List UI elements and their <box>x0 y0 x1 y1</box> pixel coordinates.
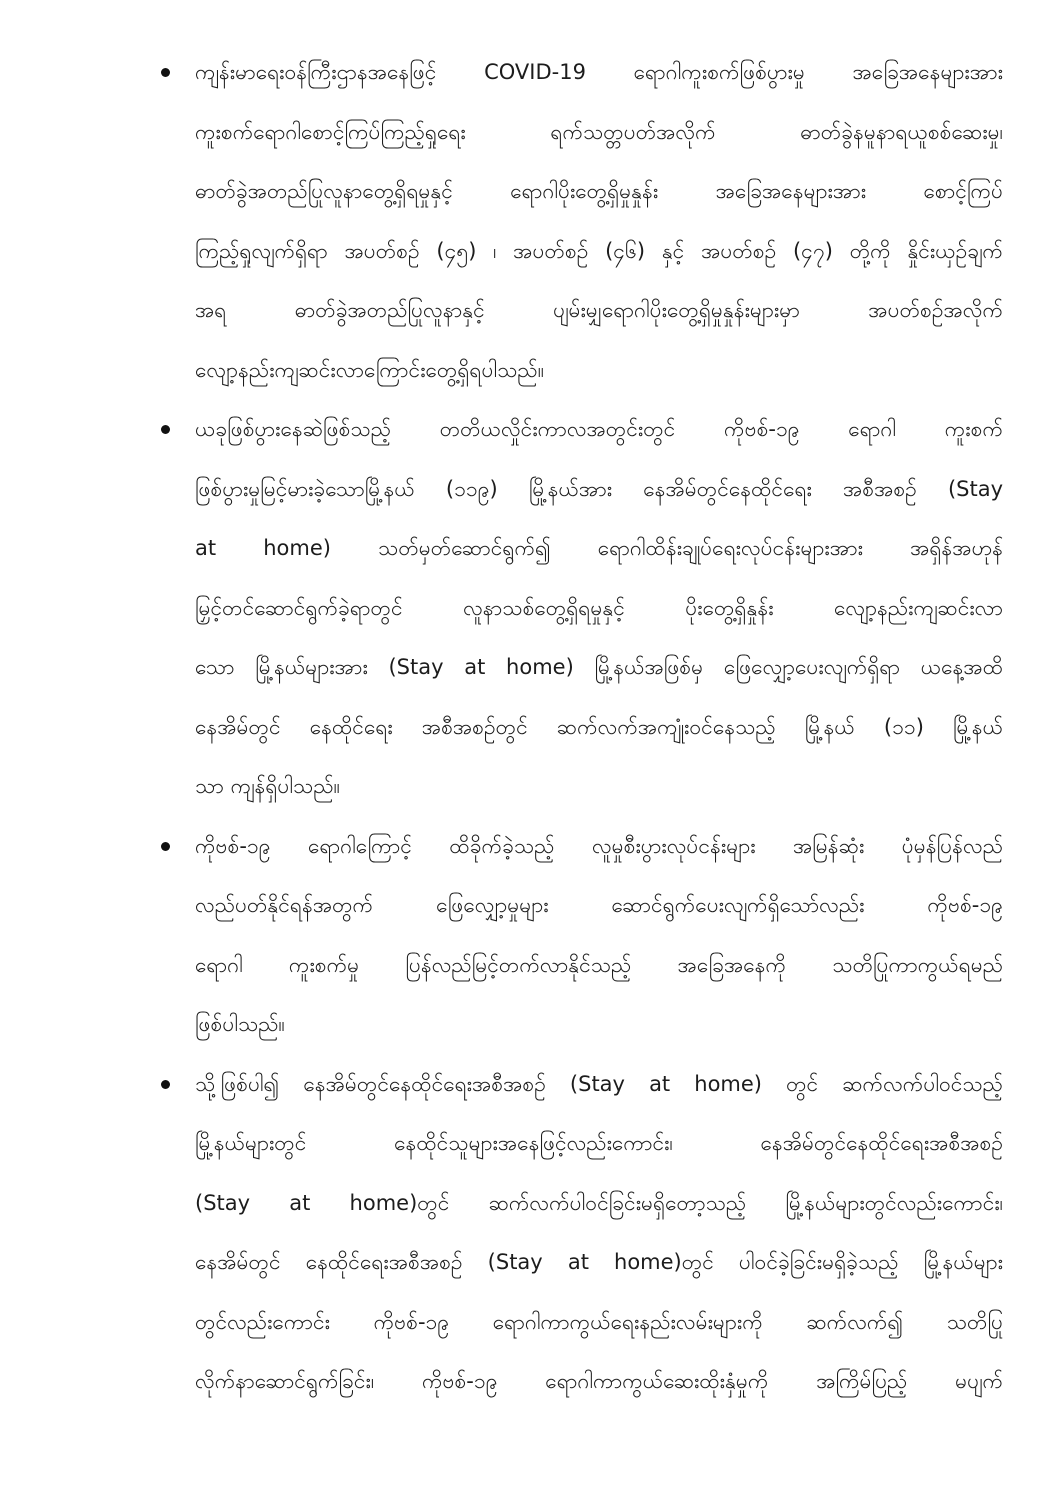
bullet-icon <box>161 68 170 77</box>
paragraph-line: နေအိမ်တွင် နေထိုင်ရေး အစီအစဉ်တွင် ဆက်လက်အကျုံးဝင်နေသည့် မြို့နယ် (၁၁) မြို့နယ် <box>195 714 1003 739</box>
paragraph-line: သော မြို့နယ်များအား (Stay at home) မြို့နယ်အဖြစ်မှ ဖြေလျှော့ပေးလျက်ရှိရာ ယနေ့အထိ <box>195 655 1003 679</box>
paragraph-line: လိုက်နာဆောင်ရွက်ခြင်း၊ ကိုဗစ်-၁၉ ရောဂါကာကွယ်ဆေးထိုးနှံမှုကို အကြိမ်ပြည့် မပျက် <box>195 1369 1003 1393</box>
bullet-item-4 <box>195 1055 1003 1412</box>
paragraph-line: လည်ပတ်နိုင်ရန်အတွက် ဖြေလျှော့မှုများ ဆောင်ရွက်ပေးလျက်ရှိသော်လည်း ကိုဗစ်-၁၉ <box>195 893 1003 917</box>
paragraph-line: လျော့နည်းကျဆင်းလာကြောင်းတွေ့ရှိရပါသည်။ <box>195 357 545 382</box>
bullet-item-3 <box>195 817 1003 1055</box>
paragraph-line: သာ ကျန်ရှိပါသည်။ <box>195 774 340 798</box>
paragraph-line: အရ ဓာတ်ခွဲအတည်ပြုလူနာနှင့် ပျမ်းမျှရောဂါပိုးတွေ့ရှိမှုနှုန်းများမှာ အပတ်စဉ်အလိုက် <box>195 298 1003 322</box>
paragraph-line: ရောဂါ ကူးစက်မှု ပြန်လည်မြင့်တက်လာနိုင်သည့် အခြေအနေကို သတိပြုကာကွယ်ရမည် <box>195 952 1003 977</box>
paragraph-line: သို့ဖြစ်ပါ၍ နေအိမ်တွင်နေထိုင်ရေးအစီအစဉ် (Stay at home) တွင် ဆက်လက်ပါဝင်သည့် <box>195 1071 1003 1096</box>
paragraph-line: (Stay at home)တွင် ဆက်လက်ပါဝင်ခြင်းမရှိတော့သည့် မြို့နယ်များတွင်လည်းကောင်း၊ <box>195 1190 1003 1215</box>
paragraph-line: ကြည့်ရှုလျက်ရှိရာ အပတ်စဉ် (၄၅) ၊ အပတ်စဉ် (၄၆) နှင့် အပတ်စဉ် (၄၇) တို့ကို နှိုင်းယှဉ်ချက် <box>195 238 1003 263</box>
paragraph-line: ကိုဗစ်-၁၉ ရောဂါကြောင့် ထိခိုက်ခဲ့သည့် လူမှုစီးပွားလုပ်ငန်းများ အမြန်ဆုံး ပုံမှန်ပြန်လည် <box>195 833 1003 858</box>
bullet-item-2 <box>195 400 1003 817</box>
document-body <box>195 43 1003 1412</box>
paragraph-line: ဖြစ်ပွားမှုမြင့်မားခဲ့သောမြို့နယ် (၁၁၉) မြို့နယ်အား နေအိမ်တွင်နေထိုင်ရေး အစီအစဉ် (Stay <box>195 476 1003 501</box>
paragraph-line: ဖြစ်ပါသည်။ <box>195 1012 285 1036</box>
bullet-icon <box>161 425 170 434</box>
paragraph-line: ကျန်းမာရေးဝန်ကြီးဌာနအနေဖြင့် COVID-19 ရောဂါကူးစက်ဖြစ်ပွားမှု အခြေအနေများအား <box>195 60 1003 84</box>
paragraph-line: at home) သတ်မှတ်ဆောင်ရွက်၍ ရောဂါထိန်းချုပ်ရေးလုပ်ငန်းများအား အရှိန်အဟုန် <box>195 536 1003 560</box>
paragraph-line: တွင်လည်းကောင်း ကိုဗစ်-၁၉ ရောဂါကာကွယ်ရေးနည်းလမ်းများကို ဆက်လက်၍ သတိပြု <box>195 1309 1003 1334</box>
paragraph-line: နေအိမ်တွင် နေထိုင်ရေးအစီအစဉ် (Stay at home)တွင် ပါဝင်ခဲ့ခြင်းမရှိခဲ့သည့် မြို့နယ်များ <box>195 1250 1003 1274</box>
paragraph-line: မြို့နယ်များတွင် နေထိုင်သူများအနေဖြင့်လည်းကောင်း၊ နေအိမ်တွင်နေထိုင်ရေးအစီအစဉ် <box>195 1131 1003 1155</box>
paragraph-line: မြှင့်တင်ဆောင်ရွက်ခဲ့ရာတွင် လူနာသစ်တွေ့ရှိရမှုနှင့် ပိုးတွေ့ရှိနှုန်း လျော့နည်းကျဆင်းလာ <box>195 595 1003 620</box>
paragraph-line: ဓာတ်ခွဲအတည်ပြုလူနာတွေ့ရှိရမှုနှင့် ရောဂါပိုးတွေ့ရှိမှုနှုန်း အခြေအနေများအား စောင့်ကြပ် <box>195 179 1003 203</box>
bullet-icon <box>161 842 170 851</box>
paragraph-line: ယခုဖြစ်ပွားနေဆဲဖြစ်သည့် တတိယလှိုင်းကာလအတွင်းတွင် ကိုဗစ်-၁၉ ရောဂါ ကူးစက် <box>195 417 1003 441</box>
paragraph-line: ကူးစက်ရောဂါစောင့်ကြပ်ကြည့်ရှုရေး ရက်သတ္တပတ်အလိုက် ဓာတ်ခွဲနမူနာရယူစစ်ဆေးမှု၊ <box>195 119 1003 144</box>
bullet-item-1 <box>195 43 1003 400</box>
bullet-icon <box>161 1080 170 1089</box>
